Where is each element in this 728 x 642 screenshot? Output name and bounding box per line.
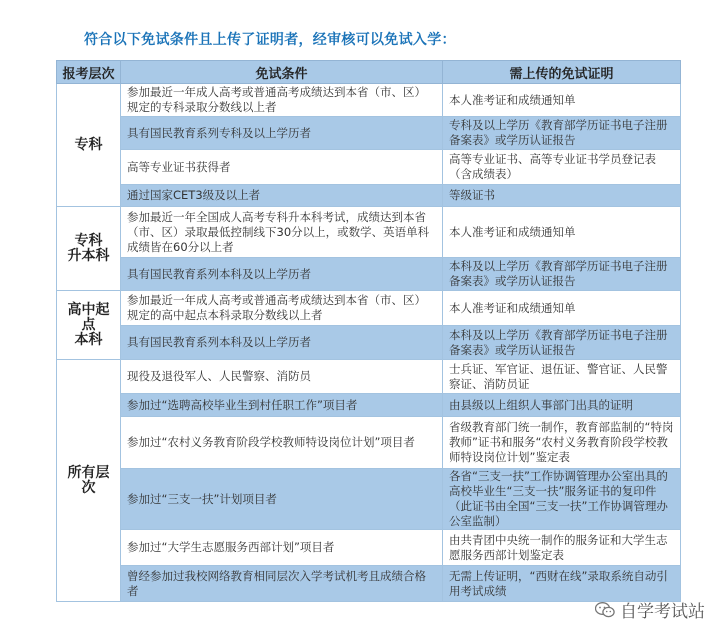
condition-cell: 参加最近一年成人高考或普通高考成绩达到本省（市、区）规定的专科录取分数线以上者 xyxy=(121,84,443,117)
proof-cell: 无需上传证明，“西财在线”录取系统自动引用考试成绩 xyxy=(443,566,681,602)
watermark-text: 自学考试站 xyxy=(620,602,705,622)
level-label: 本科 xyxy=(74,331,103,348)
proof-cell: 本科及以上学历《教育部学历证书电子注册备案表》或学历认证报告 xyxy=(443,326,681,360)
condition-cell: 参加过“大学生志愿服务西部计划”项目者 xyxy=(121,530,443,566)
table-row xyxy=(57,394,681,417)
level-cell-zhuanke xyxy=(57,84,121,207)
condition-cell: 高等专业证书获得者 xyxy=(121,150,443,185)
table-row xyxy=(57,469,681,530)
condition-cell: 参加过“农村义务教育阶段学校教师特设岗位计划”项目者 xyxy=(121,417,443,469)
table-row xyxy=(57,291,681,326)
header-level: 报考层次 xyxy=(57,61,121,84)
header-condition: 免试条件 xyxy=(121,61,443,84)
table-row xyxy=(57,566,681,602)
table-row xyxy=(57,360,681,394)
level-label: 升本科 xyxy=(67,247,110,264)
proof-cell: 由县级以上组织人事部门出具的证明 xyxy=(443,394,681,417)
condition-cell: 曾经参加过我校网络教育相同层次入学考试机考且成绩合格者 xyxy=(121,566,443,602)
condition-cell: 参加过“选聘高校毕业生到村任职工作”项目者 xyxy=(121,394,443,417)
level-label: 专科 xyxy=(74,232,103,249)
watermark xyxy=(595,597,705,622)
proof-cell: 高等专业证书、高等专业证书学员登记表（含成绩表） xyxy=(443,150,681,185)
proof-cell: 由共青团中央统一制作的服务证和大学生志愿服务西部计划鉴定表 xyxy=(443,530,681,566)
table-row xyxy=(57,150,681,185)
condition-cell: 具有国民教育系列本科及以上学历者 xyxy=(121,326,443,360)
condition-cell: 现役及退役军人、人民警察、消防员 xyxy=(121,360,443,394)
condition-cell: 通过国家CET3级及以上者 xyxy=(121,185,443,207)
proof-cell: 本科及以上学历《教育部学历证书电子注册备案表》或学历认证报告 xyxy=(443,258,681,291)
condition-cell: 具有国民教育系列专科及以上学历者 xyxy=(121,117,443,150)
table-row xyxy=(57,84,681,117)
level-cell-gqb xyxy=(57,291,121,360)
proof-cell: 本人准考证和成绩通知单 xyxy=(443,84,681,117)
header-proof: 需上传的免试证明 xyxy=(443,61,681,84)
table-row xyxy=(57,207,681,258)
table-row xyxy=(57,326,681,360)
proof-cell: 各省“三支一扶”工作协调管理办公室出具的高校毕业生“三支一扶”服务证书的复印件（此证书由全国“三支一扶”工作协调管理办公室监制） xyxy=(443,469,681,530)
proof-cell: 本人准考证和成绩通知单 xyxy=(443,291,681,326)
level-cell-all xyxy=(57,360,121,602)
condition-cell: 具有国民教育系列本科及以上学历者 xyxy=(121,258,443,291)
level-cell-zsb xyxy=(57,207,121,291)
level-label: 专科 xyxy=(74,136,103,153)
condition-cell: 参加最近一年全国成人高考专科升本科考试，成绩达到本省（市、区）录取最低控制线下30分以上，或数学、英语单科成绩皆在60分以上者 xyxy=(121,207,443,258)
proof-cell: 专科及以上学历《教育部学历证书电子注册备案表》或学历认证报告 xyxy=(443,117,681,150)
table-row xyxy=(57,185,681,207)
table-header-row xyxy=(57,61,681,84)
table-row xyxy=(57,417,681,469)
table-row xyxy=(57,117,681,150)
table-row xyxy=(57,530,681,566)
page-heading: 符合以下免试条件且上传了证明者，经审核可以免试入学： xyxy=(84,32,456,48)
exemption-table xyxy=(56,60,681,602)
table-row xyxy=(57,258,681,291)
level-label: 所有层次 xyxy=(67,464,110,496)
condition-cell: 参加过“三支一扶”计划项目者 xyxy=(121,469,443,530)
proof-cell: 本人准考证和成绩通知单 xyxy=(443,207,681,258)
proof-cell: 省级教育部门统一制作，教育部监制的“特岗教师”证书和服务“农村义务教育阶段学校教师特设岗位计划”鉴定表 xyxy=(443,417,681,469)
condition-cell: 参加最近一年成人高考或普通高考成绩达到本省（市、区）规定的高中起点本科录取分数线以上者 xyxy=(121,291,443,326)
wechat-icon xyxy=(595,602,615,618)
level-label: 高中起点 xyxy=(67,301,110,333)
proof-cell: 士兵证、军官证、退伍证、警官证、人民警察证、消防员证 xyxy=(443,360,681,394)
proof-cell: 等级证书 xyxy=(443,185,681,207)
